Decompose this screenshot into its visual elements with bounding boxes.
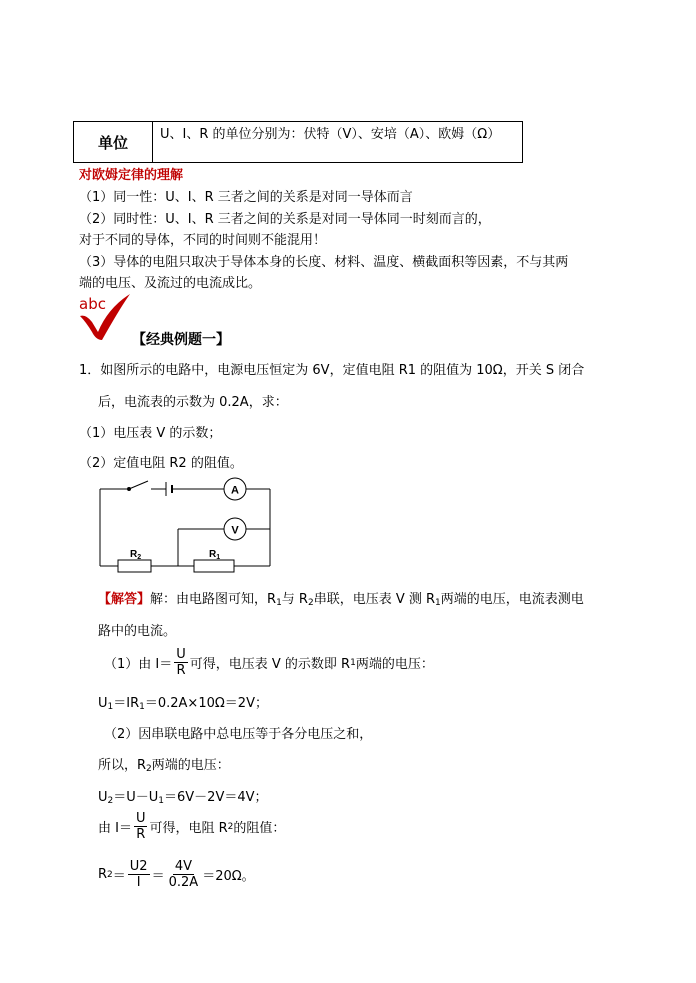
switch-lever xyxy=(129,481,148,489)
resistor-r1 xyxy=(194,560,234,572)
question-line-2: 后，电流表的示数为 0.2A，求： xyxy=(98,395,288,410)
resistor-r2 xyxy=(118,560,151,572)
unit-table xyxy=(73,121,523,163)
question-sub-2: （2）定值电阻 R2 的阻值。 xyxy=(79,456,243,471)
question-sub-1: （1）电压表 V 的示数； xyxy=(79,426,222,441)
solution-line-1: 【解答】解：由电路图可知，$R_1$与 $R_2$串联，电压表 V 测 $R_1$两端的电压，电流表测电 xyxy=(98,592,584,608)
point-3-cont: 端的电压、及流过的电流成比。 xyxy=(79,276,262,291)
voltmeter-label: V xyxy=(231,524,239,537)
understanding-heading: 对欧姆定律的理解 xyxy=(79,168,184,183)
unit-table-label: 单位 xyxy=(74,122,153,162)
solution-so: 所以，$R_2$两端的电压： xyxy=(98,758,230,774)
fraction-u-over-r-2: $\frac{U}{R}$ xyxy=(135,811,146,842)
solution-step-3: 由 I＝ $\frac{U}{R}$ 可得，电阻 R 2 的阻值： xyxy=(98,811,286,842)
circuit-diagram xyxy=(96,476,276,580)
point-1: （1）同一性：U、I、R 三者之间的关系是对同一导体而言 xyxy=(79,190,413,205)
solution-calc-1: $U_1=IR_1=0.2A\times 10\Omega=2V$； xyxy=(98,696,268,712)
ammeter-label: A xyxy=(231,484,239,497)
solution-calc-2: $U_2=U-U_1=6V-2V=4V$； xyxy=(98,790,268,806)
r2-label: $R_2$ xyxy=(130,549,142,561)
point-3: （3）导体的电阻只取决于导体本身的长度、材料、温度、横截面积等因素，不与其两 xyxy=(79,255,569,270)
fraction-u2-over-i: $\frac{U2}{I}$ xyxy=(129,859,148,890)
r1-label: $R_1$ xyxy=(209,549,221,561)
solution-step-2: （2）因串联电路中总电压等于各分电压之和， xyxy=(104,727,373,742)
solution-line-2: 路中的电流。 xyxy=(98,624,177,639)
unit-table-text: U、I、R 的单位分别为：伏特（V）、安培（A）、欧姆（Ω） xyxy=(160,127,501,142)
fraction-u-over-r: $\frac{U}{R}$ xyxy=(176,647,186,678)
solution-step-1: （1）由 I＝ $\frac{U}{R}$ 可得，电压表 V 的示数即 R 1 两端的电压： xyxy=(104,647,434,678)
logo-text: abc xyxy=(79,295,106,313)
abc-check-logo xyxy=(76,292,136,342)
point-2: （2）同时性：U、I、R 三者之间的关系是对同一导体同一时刻而言的， xyxy=(79,212,491,227)
example-title: 【经典例题一】 xyxy=(132,332,230,348)
question-line-1: 1．如图所示的电路中，电源电压恒定为 6V，定值电阻 R1 的阻值为 10Ω，开关 S 闭合 xyxy=(79,363,585,378)
point-2-cont: 对于不同的导体，不同的时间则不能混用！ xyxy=(79,233,327,248)
solution-final: R 2 ＝ $\frac{U2}{I}$ ＝ $\frac{4V}{0.2A}$ ＝20Ω。 xyxy=(98,859,255,890)
fraction-4v-over-02a: $\frac{4V}{0.2A}$ xyxy=(168,859,199,890)
solution-tag: 【解答】 xyxy=(98,592,151,607)
